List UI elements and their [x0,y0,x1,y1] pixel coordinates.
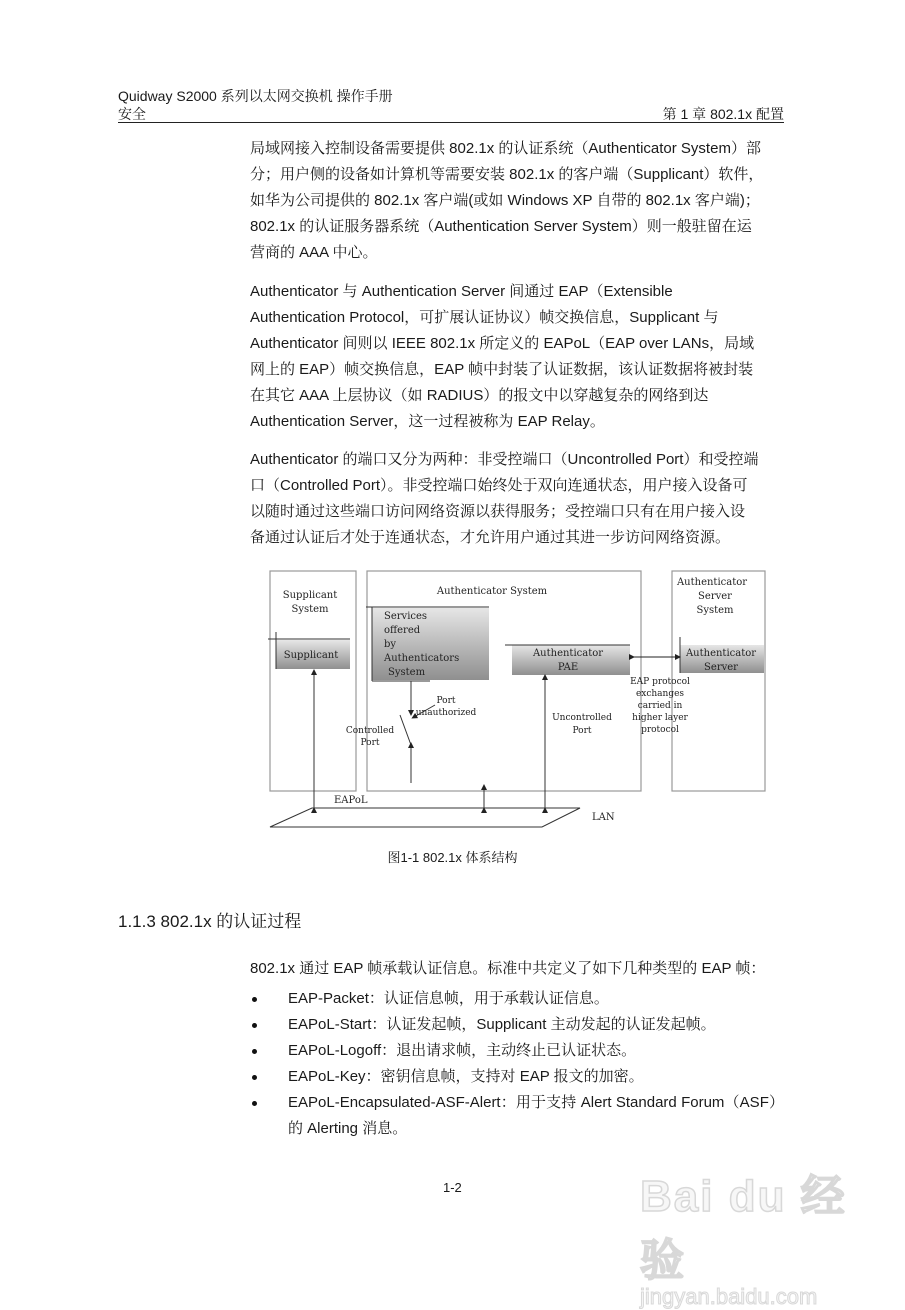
svg-text:Controlled: Controlled [345,726,395,736]
lan-plane [270,808,580,827]
text-line: 局域网接入控制设备需要提供 802.1x 的认证系统（Authenticator System）部 [250,140,761,157]
svg-text:Server: Server [698,591,732,602]
header-chapter: 第 1 章 802.1x 配置 [662,106,784,122]
text-line: 以随时通过这些端口访问网络资源以获得服务；受控端口只有在用户接入设 [250,503,746,520]
watermark-url: jingyan.baidu.com [640,1284,818,1309]
page-number: 1-2 [443,1180,462,1195]
svg-text:LAN: LAN [592,812,615,823]
text-line: Authenticator 间则以 IEEE 802.1x 所定义的 EAPoL（EAP over LANs，局域 [250,335,755,352]
text-line: Authenticator 的端口又分为两种：非受控端口（Uncontrolled Port）和受控端 [250,451,759,468]
svg-text:offered: offered [384,625,421,636]
text-line: 营商的 AAA 中心。 [250,244,378,261]
svg-text:Supplicant: Supplicant [282,590,338,601]
header-section: 安全 [118,106,146,122]
svg-text:unauthorized: unauthorized [415,708,477,718]
intro-text: 802.1x 通过 EAP 帧承载认证信息。标准中共定义了如下几种类型的 EAP 帧： [250,960,766,977]
svg-text:by: by [384,639,397,650]
text-line: 口（Controlled Port）。非受控端口始终处于双向连通状态，用户接入设备可 [250,477,748,494]
svg-text:EAP protocol: EAP protocol [630,677,690,687]
list-item: EAPoL-Logoff：退出请求帧，主动终止已认证状态。 [248,1038,784,1064]
manual-title: Quidway S2000 系列以太网交换机 操作手册 [118,88,393,104]
baidu-watermark [640,1160,890,1309]
text-line: 网上的 EAP）帧交换信息，EAP 帧中封装了认证数据，该认证数据将被封装 [250,361,754,378]
bullet-icon [252,997,257,1002]
svg-text:Authenticator: Authenticator [685,648,757,659]
eap-frame-list [248,986,784,1142]
svg-text:Server: Server [704,662,738,673]
section-heading: 1.1.3 802.1x 的认证过程 [118,912,302,931]
list-item: EAPoL-Start：认证发起帧，Supplicant 主动发起的认证发起帧。 [248,1012,784,1038]
text-line: Authentication Server，这一过程被称为 EAP Relay。 [250,413,605,430]
svg-text:System: System [696,605,734,616]
svg-text:protocol: protocol [641,725,679,735]
svg-text:EAPoL: EAPoL [334,795,368,806]
text-line: 802.1x 的认证服务器系统（Authentication Server System）则一般驻留在运 [250,218,752,235]
list-item: EAPoL-Key：密钥信息帧，支持对 EAP 报文的加密。 [248,1064,784,1090]
svg-text:carried in: carried in [637,701,683,711]
text-line: Authenticator 与 Authentication Server 间通过 EAP（Extensible [250,283,673,300]
svg-text:Services: Services [384,611,428,622]
svg-text:Port: Port [572,726,592,736]
svg-text:Supplicant: Supplicant [283,650,339,661]
svg-text:Port: Port [360,738,380,748]
bullet-icon [252,1101,257,1106]
figure-caption: 图1-1 802.1x 体系结构 [387,850,518,865]
svg-text:Authenticator System: Authenticator System [436,586,548,597]
bullet-icon [252,1023,257,1028]
paragraph-3 [250,447,784,551]
svg-text:Port: Port [436,696,456,706]
list-item: EAPoL-Encapsulated-ASF-Alert：用于支持 Alert Standard Forum（ASF）的 Alerting 消息。 [248,1090,784,1142]
list-item: EAP-Packet：认证信息帧，用于承载认证信息。 [248,986,784,1012]
text-line: 如华为公司提供的 802.1x 客户端(或如 Windows XP 自带的 802.1x 客户端)； [250,192,760,209]
text-line: 备通过认证后才处于连通状态，才允许用户通过其进一步访问网络资源。 [250,529,731,546]
svg-text:PAE: PAE [557,662,579,673]
text-line: 在其它 AAA 上层协议（如 RADIUS）的报文中以穿越复杂的网络到达 [250,387,709,404]
svg-text:Authenticator: Authenticator [532,648,604,659]
text-line: Authentication Protocol，可扩展认证协议）帧交换信息，Supplicant 与 [250,309,719,326]
page-header [118,86,784,123]
svg-text:System: System [388,667,426,678]
watermark-brand: Bai du 经验 [640,1172,847,1285]
bullet-icon [252,1049,257,1054]
text-line: 分；用户侧的设备如计算机等需要安装 802.1x 的客户端（Supplicant）软件， [250,166,764,183]
svg-text:System: System [291,604,329,615]
svg-text:Authenticator: Authenticator [676,577,748,588]
bullet-icon [252,1075,257,1080]
paragraph-2 [250,279,784,435]
svg-text:Authenticators: Authenticators [384,653,460,664]
architecture-diagram [262,565,792,835]
svg-text:exchanges: exchanges [635,689,685,699]
svg-text:higher layer: higher layer [632,713,688,723]
svg-text:Uncontrolled: Uncontrolled [552,713,612,723]
paragraph-1 [250,136,784,266]
